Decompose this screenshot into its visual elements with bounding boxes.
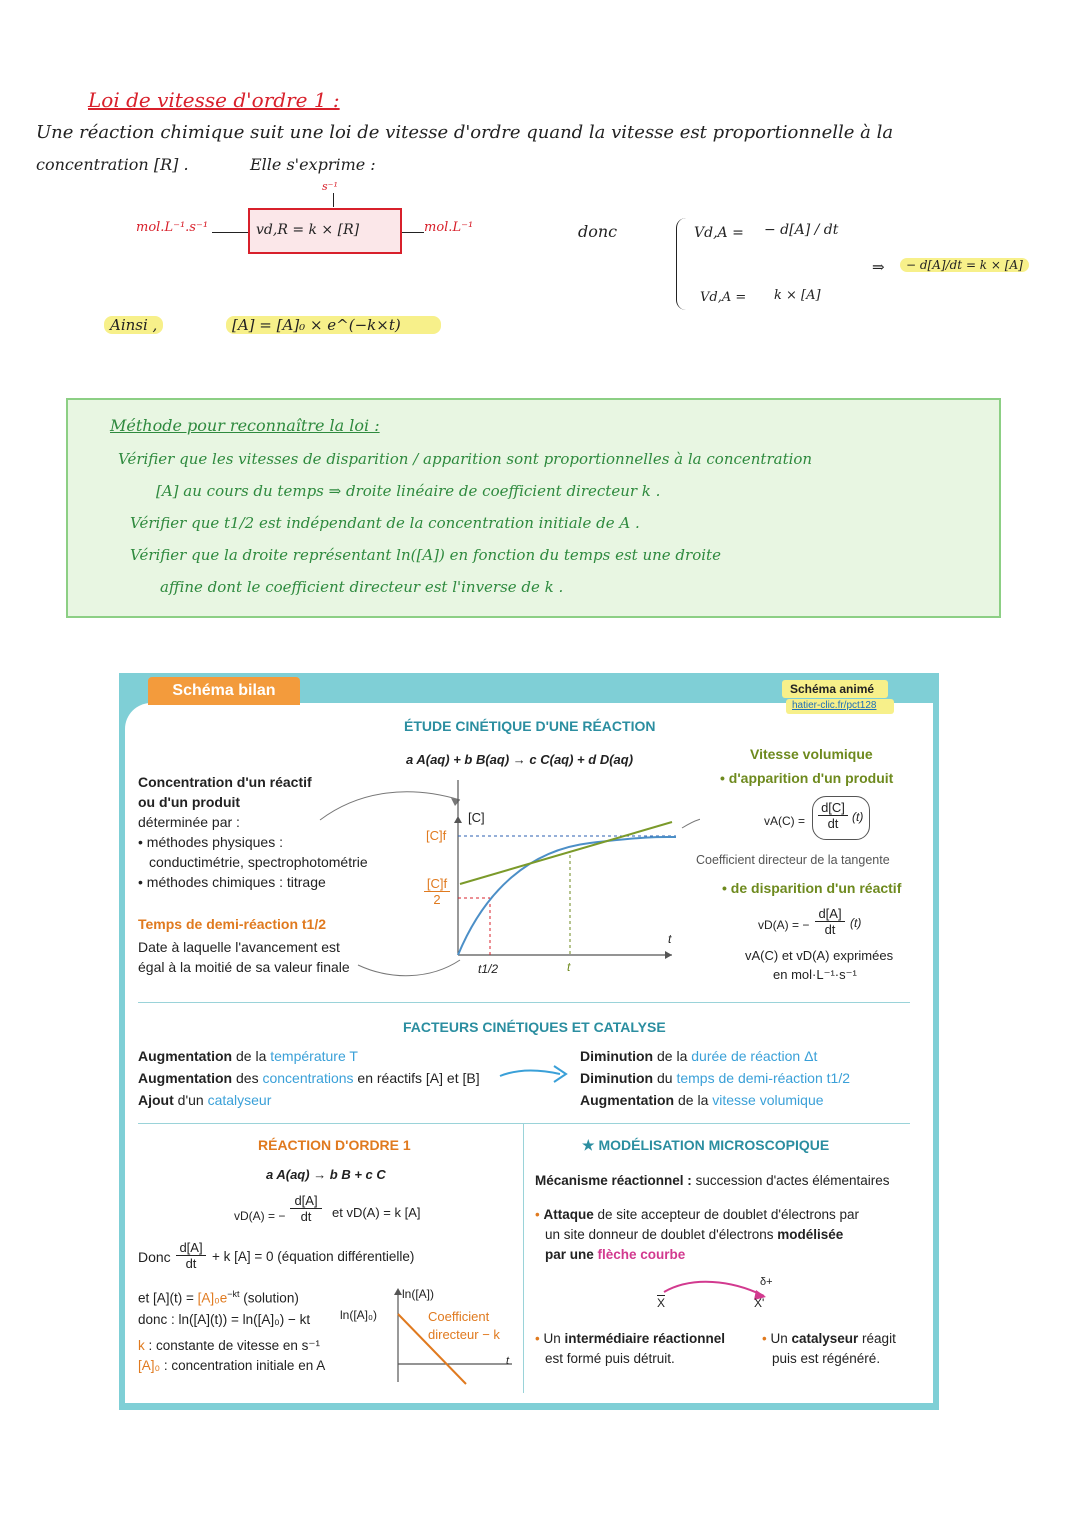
meca-b: succession d'actes élémentaires [691,1173,890,1188]
cat-1a: Un [770,1331,792,1346]
aug-temp [138,1048,358,1064]
etude-equation: a A(aq) + b B(aq) → c C(aq) + d D(aq) [406,752,634,767]
vda-fraction [815,906,845,937]
facteurs-arrow-shaft [500,1071,560,1077]
arrow-unit-left [212,232,248,233]
dim-temps-c: temps de demi-réaction t1/2 [676,1070,850,1086]
facteurs-arrow-icon [498,1062,570,1086]
a0-def-b: : concentration initiale en A [160,1358,326,1373]
ln-line [398,1314,466,1384]
method-line-2: [A] au cours du temps ⇒ droite linéaire de coefficient directeur k . [156,482,661,500]
formula-box-text: vd,R = k × [R] [256,222,360,238]
meca-a: Mécanisme réactionnel : [535,1173,692,1188]
conc-line-6: • méthodes chimiques : titrage [138,874,326,890]
aug-temp-b: de la [232,1048,271,1064]
method-line-5: affine dont le coefficient directeur est l'inverse de k . [160,578,564,596]
delta-label: δ+ [760,1276,773,1288]
curved-arrow-shaft [664,1282,764,1296]
aug-conc-d: en réactifs [A] et [B] [353,1070,480,1086]
conc-line-5: conductimétrie, spectrophotométrie [149,854,368,870]
graph-concentration-curve [458,837,676,955]
vda-t: (t) [850,916,862,930]
dim-temps-a: Diminution [580,1070,654,1086]
inter-line-1 [535,1331,725,1346]
graph-y-arrowhead [454,816,462,823]
separator-1 [138,1002,910,1003]
dim-duree-a: Diminution [580,1048,654,1064]
cat-line-2: puis est régénéré. [772,1351,881,1366]
implies-arrow: ⇒ [872,258,885,276]
vit-apparition: • d'apparition d'un produit [720,770,894,786]
vac-label: vA(C) = [764,814,806,828]
att-1b: de site accepteur de doublet d'électrons par [593,1207,859,1222]
ordre-vda-num: d[A] [290,1193,322,1209]
method-line-1: Vérifier que les vitesses de disparition / apparition sont proportionnelles à la concentration [118,450,813,468]
donc-rest: + k [A] = 0 (équation différentielle) [212,1249,415,1264]
aug-vit [580,1092,824,1108]
k-def-a: k [138,1338,145,1353]
separator-2 [138,1123,910,1124]
sol-1c: −kt [227,1289,240,1299]
dim-duree [580,1048,817,1064]
demi-line-1: Date à laquelle l'avancement est [138,939,340,955]
sol-1a: et [A](t) = [138,1290,198,1306]
pointer-tangent-curve [682,818,700,828]
vac-fraction [818,800,848,831]
coef-line-1: Coefficient [428,1309,490,1324]
dim-duree-c: durée de réaction Δt [691,1048,818,1064]
unit-k: s⁻¹ [322,180,338,193]
unit-left: mol.L⁻¹.s⁻¹ [136,220,209,235]
ln-a0-label: ln([A]₀) [340,1308,377,1322]
conc-line-3: déterminée par : [138,814,240,830]
inter-line-2: est formé puis détruit. [545,1351,675,1366]
ordre-vda-fraction [290,1193,322,1224]
graph-y-label: [C] [468,810,485,825]
schema-tab: Schéma bilan [148,677,300,705]
system-line-2-left: Vd,A = [700,290,747,305]
att-line-1 [535,1207,859,1222]
kinetics-graph [300,780,700,990]
ajout-c: catalyseur [207,1092,272,1108]
coef-tangente: Coefficient directeur de la tangente [696,853,890,867]
graph-tangent-line [460,822,672,884]
exprimees-2: en mol·L⁻¹·s⁻¹ [773,967,857,982]
notes-donc: donc [578,222,618,241]
ln-t-label: t [506,1355,510,1367]
ajout-cat [138,1092,271,1108]
notes-intro-3: Elle s'exprime : [250,155,376,174]
arrow-unit-right [402,232,424,233]
donc-num: d[A] [176,1240,206,1256]
att-2b: modélisée [777,1227,844,1242]
ordre-title: RÉACTION D'ORDRE 1 [258,1137,411,1153]
aug-temp-a: Augmentation [138,1048,233,1064]
a0-def [138,1358,325,1373]
notes-ainsi: Ainsi , [104,316,163,334]
inter-1a: Un [543,1331,565,1346]
system-line-1-right: − d[A] / dt [764,222,839,238]
notes-solution: [A] = [A]₀ × e^(−k×t) [226,316,441,334]
notes-title: Loi de vitesse d'ordre 1 : [88,88,340,112]
method-title: Méthode pour reconnaître la loi : [110,416,380,435]
sol-1d: (solution) [239,1290,299,1306]
ln-y-arrowhead [394,1288,402,1295]
sol-1 [138,1289,299,1306]
graph-cf-label: [C]f [426,828,447,843]
micro-title: ★ MODÉLISATION MICROSCOPIQUE [582,1137,830,1153]
pointer-conc-curve [320,792,460,820]
graph-t12-label: t1/2 [478,962,499,976]
att-3a: par une [545,1247,598,1262]
conc-line-4: • méthodes physiques : [138,834,283,850]
ordre-equation: a A(aq) → b B + c C [266,1167,386,1182]
aug-conc-b: des [232,1070,263,1086]
ordre-vda-den: dt [300,1209,312,1224]
dim-duree-b: de la [653,1048,692,1064]
sol-2: donc : ln([A](t)) = ln([A]₀) − kt [138,1312,311,1327]
separator-vertical [523,1123,524,1393]
aug-vit-c: vitesse volumique [712,1092,824,1108]
aug-conc [138,1070,480,1086]
notes-intro-2: concentration [R] . [36,155,189,174]
notes-intro-1: Une réaction chimique suit une loi de vitesse d'ordre quand la vitesse est proportionnelle à la [36,122,894,143]
dim-temps [580,1070,850,1086]
att-bullet: • [535,1207,544,1222]
aug-conc-a: Augmentation [138,1070,233,1086]
arrow-unit-k [333,193,334,207]
system-line-2-right: k × [A] [774,288,821,303]
cat-line-1 [762,1331,896,1346]
conc-line-1: Concentration d'un réactif [138,774,312,790]
inter-bullet: • [535,1331,544,1346]
cat-bullet: • [762,1331,771,1346]
a0-def-a: [A]₀ [138,1358,161,1373]
inter-1b: intermédiaire réactionnel [564,1331,726,1346]
facteurs-title: FACTEURS CINÉTIQUES ET CATALYSE [403,1019,666,1035]
system-line-1-left: Vd,A = [694,225,744,241]
method-line-3: Vérifier que t1/2 est indépendant de la concentration initiale de A . [130,514,640,532]
sol-1b: [A]₀e [197,1290,228,1306]
att-line-2 [545,1227,843,1242]
aug-vit-b: de la [674,1092,713,1108]
demi-title: Temps de demi-réaction t1/2 [138,916,327,932]
vac-t: (t) [852,810,864,824]
donc-label: Donc [138,1249,171,1265]
vac-den: dt [827,816,839,831]
xp-label: X' [754,1296,765,1310]
graph-cf-half-num: [C]f [424,876,450,892]
att-3b: flèche courbe [597,1247,686,1262]
att-line-3 [545,1247,685,1262]
ajout-a: Ajout [138,1092,174,1108]
graph-cf-half-label [424,876,450,907]
graph-x-arrowhead [665,951,672,959]
aug-temp-c: température T [270,1048,358,1064]
ordre-et: et vD(A) = k [A] [332,1205,421,1220]
graph-cf-half-den: 2 [433,892,441,907]
att-2: un site donneur de doublet d'électrons [545,1227,778,1242]
link-text[interactable]: hatier-clic.fr/pct128 [792,700,877,711]
att-1a: Attaque [543,1207,594,1222]
vac-num: d[C] [818,800,848,816]
pointer-demi-curve [358,960,460,976]
exprimees-1: vA(C) et vD(A) exprimées [745,948,894,963]
x-label: $\overline{X}$ [657,1296,666,1310]
unit-right: mol.L⁻¹ [424,220,474,235]
notes-result: − d[A]/dt = k × [A] [900,258,1029,272]
vda-num: d[A] [815,906,845,922]
dim-temps-b: du [653,1070,677,1086]
conc-line-2: ou d'un produit [138,794,241,810]
graph-t-label: t [567,960,571,974]
coef-line-2: directeur − k [428,1327,500,1342]
aug-conc-c: concentrations [262,1070,354,1086]
animated-label: Schéma animé [790,682,875,696]
ajout-b: d'un [173,1092,208,1108]
vda-den: dt [824,922,836,937]
vit-title: Vitesse volumique [750,746,873,762]
system-brace [676,218,688,310]
demi-line-2: égal à la moitié de sa valeur finale [138,959,350,975]
vit-disparition: • de disparition d'un réactif [722,880,902,896]
etude-title: ÉTUDE CINÉTIQUE D'UNE RÉACTION [404,718,656,734]
cat-1c: réagit [858,1331,896,1346]
ordre-vda: vD(A) = − [234,1209,286,1223]
meca-line [535,1173,890,1188]
donc-fraction [176,1240,206,1271]
graph-x-label: t [668,932,672,946]
donc-den: dt [185,1256,197,1271]
k-def-b: : constante de vitesse en s⁻¹ [144,1338,320,1353]
method-line-4: Vérifier que la droite représentant ln([A]) en fonction du temps est une droite [130,546,721,564]
cat-1b: catalyseur [791,1331,859,1346]
ln-axis-label: ln([A]) [402,1287,435,1301]
k-def [138,1338,320,1354]
vda-label: vD(A) = − [758,918,810,932]
aug-vit-a: Augmentation [580,1092,675,1108]
